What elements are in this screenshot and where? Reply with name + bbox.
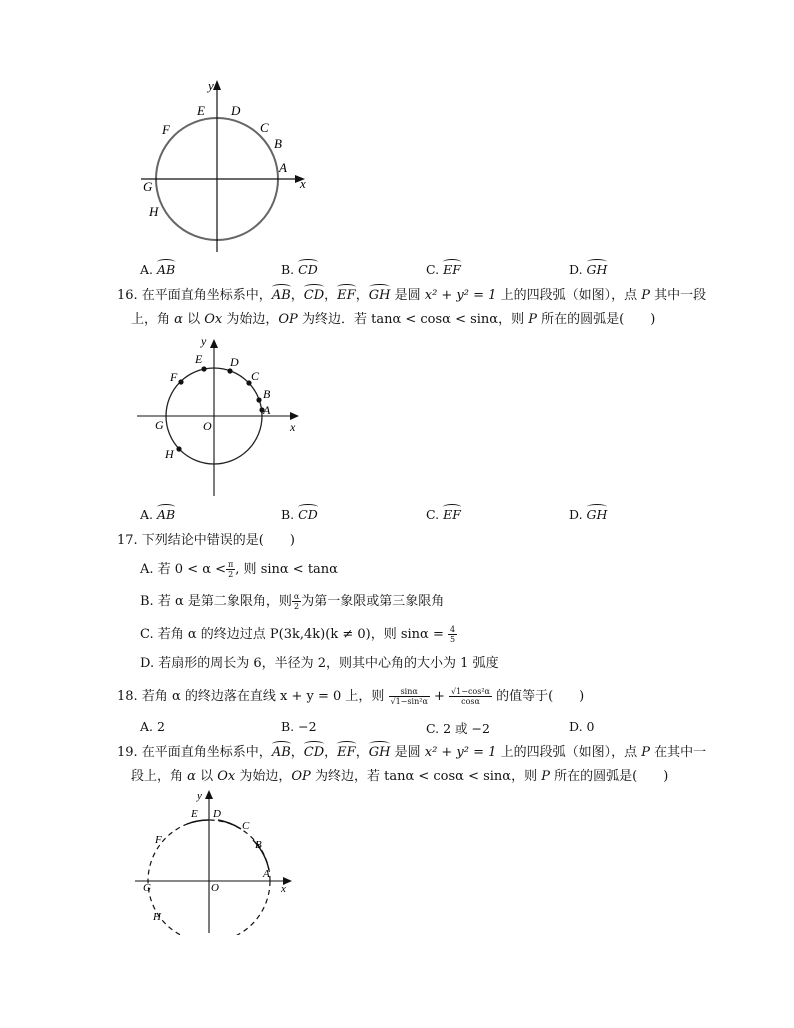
figure-2-unit-circle — [135, 335, 310, 500]
figure-1-unit-circle — [135, 70, 315, 255]
fig3-label-x: x — [281, 883, 286, 895]
fig2-label-E: E — [195, 352, 203, 366]
q18-option-a[interactable]: A. 2 — [140, 719, 165, 734]
arc-ab: AB — [156, 262, 176, 277]
fig3-label-B: B — [255, 839, 262, 851]
q18-stem: 18. 若角 α 的终边落在直线 x + y = 0 上，则 $\frac{\sin\alpha}{\text{√1−sin²α}}$ + $\frac{\text{√1−cos²α}}{\cos\alpha}$ 的值等于( ) — [117, 687, 585, 706]
fig1-label-F: F — [162, 122, 170, 137]
fig2-label-x: x — [290, 420, 296, 434]
fig3-label-y: y — [197, 790, 202, 802]
fig1-label-G: G — [143, 179, 153, 194]
fig2-label-A: A — [263, 403, 271, 417]
fig1-label-H: H — [149, 204, 159, 219]
fig2-label-C: C — [251, 369, 260, 383]
option-letter: D. — [569, 262, 587, 277]
fig3-label-O: O — [211, 882, 219, 894]
fig1-label-D: D — [231, 103, 241, 118]
q15-option-a[interactable] — [140, 262, 175, 277]
arc-ef: EF — [443, 262, 461, 277]
fig2-label-B: B — [263, 387, 271, 401]
q17-option-b[interactable]: B. 若 α 是第二象限角，则 $\frac{\alpha}{2}$ 为第一象限或第三象限角 — [140, 592, 445, 611]
fig2-label-O: O — [203, 419, 212, 433]
fig3-label-E: E — [191, 808, 198, 820]
option-letter: A. — [140, 262, 157, 277]
fig1-label-B: B — [274, 136, 282, 151]
q19-stem-line2: 段上，角 α 以 Ox 为始边，OP 为终边，若 tanα < cosα < sinα，则 P 所在的圆弧是( ) — [131, 769, 669, 784]
q16-option-a[interactable]: A. AB — [140, 507, 176, 522]
q15-option-d[interactable] — [569, 262, 607, 277]
q18-option-b[interactable]: B. −2 — [281, 719, 317, 734]
fig3-label-H: H — [153, 911, 161, 923]
fig1-label-y: y — [208, 78, 214, 93]
fig3-label-A: A — [263, 868, 270, 880]
q16-option-b[interactable]: B. CD — [281, 507, 318, 522]
fig1-label-A: A — [279, 160, 287, 175]
q19-stem-line1: 19. 在平面直角坐标系中，AB，CD，EF，GH 是圆 x² + y² = 1 上的四段弧（如图），点 P 在其中一 — [117, 745, 707, 760]
fig2-label-H: H — [165, 447, 174, 461]
q17-option-a[interactable]: A. 若 0 < α < $\frac{\pi}{2}$ , 则 sinα < tanα — [140, 560, 338, 579]
fig3-label-F: F — [155, 834, 162, 846]
q16-option-d[interactable]: D. GH — [569, 507, 608, 522]
fig2-label-G: G — [155, 418, 164, 432]
q17-option-d[interactable]: D. 若扇形的周长为 6，半径为 2，则其中心角的大小为 1 弧度 — [140, 656, 499, 671]
fig1-label-x: x — [300, 176, 306, 191]
q18-option-c[interactable]: C. 2 或 −2 — [426, 721, 490, 736]
q15-option-b[interactable] — [281, 262, 318, 277]
fig1-label-E: E — [197, 103, 205, 118]
fig2-label-y: y — [201, 335, 207, 348]
q18-option-d[interactable]: D. 0 — [569, 719, 595, 734]
q16-stem-line2: 上，角 α 以 Ox 为始边，OP 为终边．若 tanα < cosα < sinα，则 P 所在的圆弧是( ) — [131, 312, 656, 327]
figure-3-unit-circle — [133, 785, 303, 935]
arc-cd: CD — [298, 262, 318, 277]
fig3-label-G: G — [143, 882, 151, 894]
fig2-label-D: D — [230, 355, 239, 369]
q16-stem-line1: 16. 在平面直角坐标系中，AB，CD，EF，GH 是圆 x² + y² = 1 上的四段弧（如图），点 P 其中一段 — [117, 288, 707, 303]
option-letter: C. — [426, 262, 444, 277]
fig1-label-C: C — [260, 120, 269, 135]
fig2-label-F: F — [170, 370, 178, 384]
fig3-label-C: C — [242, 820, 250, 832]
q17-stem: 17. 下列结论中错误的是( ) — [117, 533, 295, 548]
fig3-label-D: D — [213, 808, 221, 820]
q16-option-c[interactable]: C. EF — [426, 507, 461, 522]
q15-option-c[interactable] — [426, 262, 461, 277]
q17-option-c[interactable]: C. 若角 α 的终边过点 P(3k,4k)(k ≠ 0)，则 sinα = $\frac{4}{5}$ — [140, 625, 456, 644]
option-letter: B. — [281, 262, 299, 277]
arc-gh: GH — [586, 262, 608, 277]
